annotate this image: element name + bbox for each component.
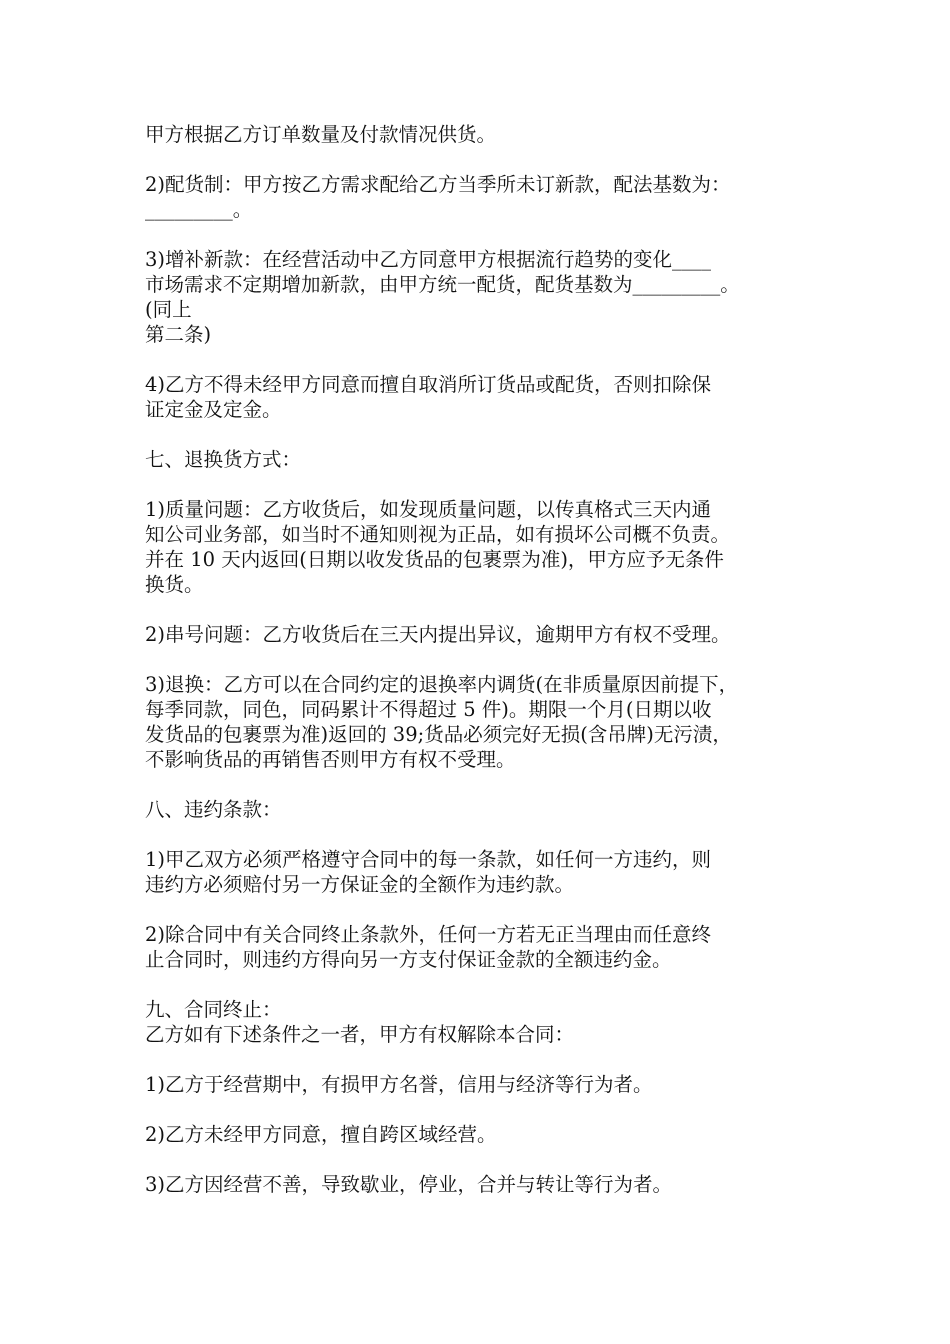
text-line: 不影响货品的再销售否则甲方有权不受理。 — [145, 748, 516, 771]
text-line: (同上 — [145, 298, 192, 321]
paragraph — [145, 797, 815, 822]
paragraph-gap — [145, 347, 815, 372]
text-line: 每季同款，同色，同码累计不得超过 5 件)。期限一个月(日期以收 — [145, 698, 712, 721]
paragraph — [145, 622, 815, 647]
paragraph — [145, 497, 815, 597]
text-line: 知公司业务部，如当时不通知则视为正品，如有损坏公司概不负责。 — [145, 523, 731, 546]
text-line: 3)乙方因经营不善，导致歇业，停业，合并与转让等行为者。 — [145, 1173, 673, 1196]
text-line: 4)乙方不得未经甲方同意而擅自取消所订货品或配货，否则扣除保 — [145, 373, 712, 396]
paragraph — [145, 372, 815, 422]
text-line: 九、合同终止： — [145, 998, 282, 1021]
text-line: 3)增补新款：在经营活动中乙方同意甲方根据流行趋势的变化____ — [145, 248, 712, 271]
text-line: 1)乙方于经营期中，有损甲方名誉，信用与经济等行为者。 — [145, 1073, 653, 1096]
text-line: 2)配货制：甲方按乙方需求配给乙方当季所未订新款，配法基数为： — [145, 173, 731, 196]
paragraph — [145, 997, 815, 1047]
paragraph-gap — [145, 222, 815, 247]
text-line: 3)退换：乙方可以在合同约定的退换率内调货(在非质量原因前提下， — [145, 673, 739, 696]
text-line: 第二条) — [145, 323, 212, 346]
paragraph — [145, 1172, 815, 1197]
paragraph-gap — [145, 972, 815, 997]
paragraph — [145, 172, 815, 222]
text-line: 止合同时，则违约方得向另一方支付保证金款的全额违约金。 — [145, 948, 672, 971]
text-line: 2)串号问题：乙方收货后在三天内提出异议，逾期甲方有权不受理。 — [145, 623, 731, 646]
text-line: 2)除合同中有关合同终止条款外，任何一方若无正当理由而任意终 — [145, 923, 712, 946]
text-line: 甲方根据乙方订单数量及付款情况供货。 — [145, 123, 497, 146]
document-page — [145, 122, 815, 1197]
paragraph — [145, 447, 815, 472]
text-line: 七、退换货方式： — [145, 448, 302, 471]
paragraph — [145, 1122, 815, 1147]
paragraph — [145, 847, 815, 897]
paragraph-gap — [145, 1147, 815, 1172]
paragraph-gap — [145, 897, 815, 922]
paragraph — [145, 672, 815, 772]
paragraph-gap — [145, 472, 815, 497]
paragraph-gap — [145, 822, 815, 847]
text-line: 证定金及定金。 — [145, 398, 282, 421]
paragraph — [145, 122, 815, 147]
paragraph-gap — [145, 1097, 815, 1122]
text-line: 八、违约条款： — [145, 798, 282, 821]
text-line: 2)乙方未经甲方同意，擅自跨区域经营。 — [145, 1123, 497, 1146]
text-line: 并在 10 天内返回(日期以收发货品的包裹票为准)，甲方应予无条件 — [145, 548, 724, 571]
paragraph-gap — [145, 597, 815, 622]
text-line: 换货。 — [145, 573, 204, 596]
text-line: 发货品的包裹票为准)返回的 39;货品必须完好无损(含吊牌)无污渍， — [145, 723, 732, 746]
paragraph — [145, 1072, 815, 1097]
text-line: 1)质量问题：乙方收货后，如发现质量问题，以传真格式三天内通 — [145, 498, 712, 521]
paragraph — [145, 247, 815, 347]
paragraph-gap — [145, 647, 815, 672]
text-line: 市场需求不定期增加新款，由甲方统一配货，配货基数为_________。 — [145, 273, 740, 296]
text-line: _________。 — [145, 198, 253, 221]
text-line: 乙方如有下述条件之一者，甲方有权解除本合同： — [145, 1023, 575, 1046]
paragraph-gap — [145, 1047, 815, 1072]
text-line: 1)甲乙双方必须严格遵守合同中的每一条款，如任何一方违约，则 — [145, 848, 712, 871]
paragraph — [145, 922, 815, 972]
text-line: 违约方必须赔付另一方保证金的全额作为违约款。 — [145, 873, 575, 896]
paragraph-gap — [145, 422, 815, 447]
paragraph-gap — [145, 147, 815, 172]
paragraph-gap — [145, 772, 815, 797]
